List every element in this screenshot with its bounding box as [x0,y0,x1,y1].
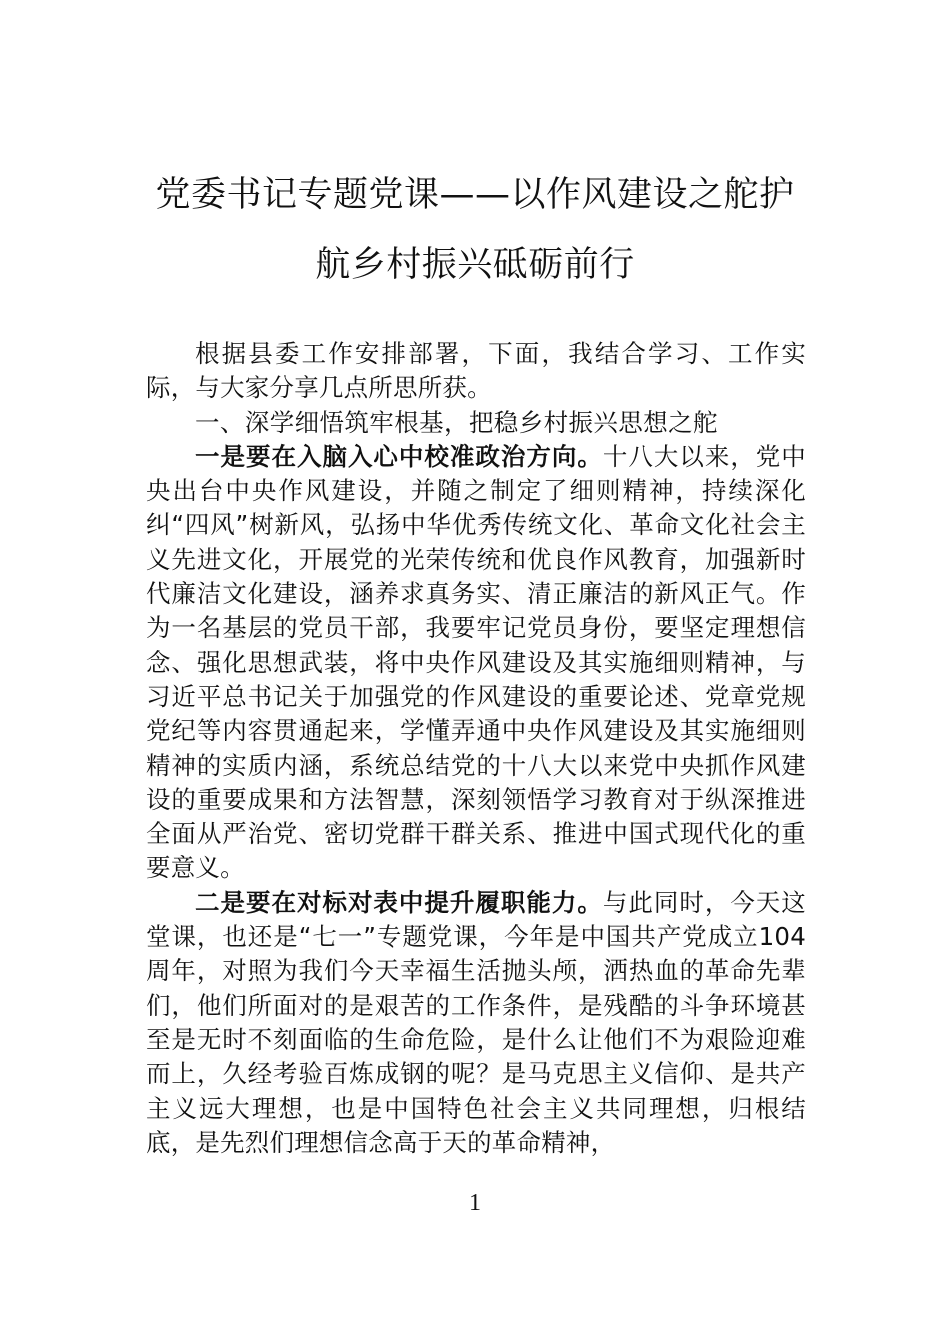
paragraph-text: 根据县委工作安排部署，下面，我结合学习、工作实际，与大家分享几点所思所获。 [146,339,806,403]
paragraph-text: 十八大以来，党中央出台中央作风建设，并随之制定了细则精神，持续深化纠“四风”树新风，弘扬中华优秀传统文化、革命文化社会主义先进文化，开展党的光荣传统和优良作风教育，加强新时代廉洁文化建设，涵养求真务实、清正廉洁的新风正气。作为一名基层的党员干部，我要牢记党员身份，要坚定理想信念、强化思想武装，将中央作风建设及其实施细则精神，与习近平总书记关于加强党的作风建设的重要论述、党章党规党纪等内容贯通起来，学懂弄通中央作风建设及其实施细则精神的实质内涵，系统总结党的十八大以来党中央抓作风建设的重要成果和方法智慧，深刻领悟学习教育对于纵深推进全面从严治党、密切党群干群关系、推进中国式现代化的重要意义。 [146,441,806,883]
paragraph-lead: 一是要在入脑入心中校准政治方向。 [195,441,603,471]
page-number: 1 [469,1190,481,1216]
paragraph-point-1 [146,440,806,886]
paragraph-text: 与此同时，今天这堂课，也还是“七一”专题党课，今年是中国共产党成立104周年，对照为我们今天幸福生活抛头颅，洒热血的革命先辈们，他们所面对的是艰苦的工作条件，是残酷的斗争环境甚至是无时不刻面临的生命危险，是什么让他们不为艰险迎难而上，久经考验百炼成钢的呢？是马克思主义信仰、是共产主义远大理想，也是中国特色社会主义共同理想，归根结底，是先烈们理想信念高于天的革命精神， [146,887,806,1157]
document-title-line-1: 党委书记专题党课——以作风建设之舵护 [155,175,795,215]
paragraph-intro [146,337,806,406]
document-title-line-2: 航乡村振兴砥砺前行 [315,245,635,285]
section-heading-1 [146,406,806,440]
paragraph-lead: 二是要在对标对表中提升履职能力。 [195,887,603,917]
paragraph-point-2 [146,886,806,1160]
section-heading-text: 一、深学细悟筑牢根基，把稳乡村振兴思想之舵 [195,407,718,437]
document-body [146,337,806,1160]
